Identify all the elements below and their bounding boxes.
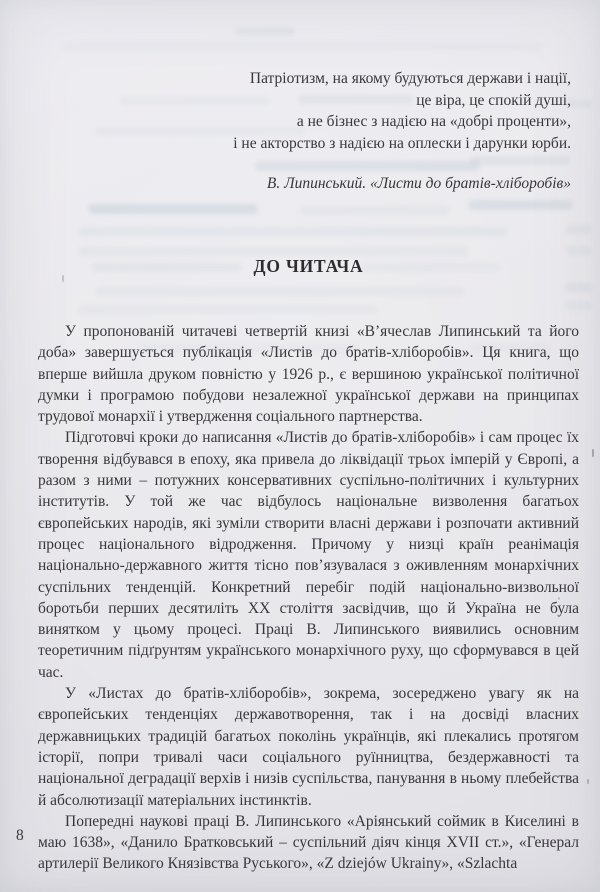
bleed-through-ghost-line <box>300 206 450 215</box>
bleed-through-ghost-line <box>564 283 592 292</box>
bleed-through-ghost-line <box>78 305 378 314</box>
epigraph <box>131 68 571 154</box>
paragraph: Підготовчі кроки до написання «Листів до братів-хліборобів» і сам процес їх творення відбувався в епоху, яка привела до ліквідації трьох імперій у Європі, а разом з ними – потужних консервативних суспільно-політичних і культурних інститутів. У той же час відбулось національне визволення багатьох європейських народів, які зуміли створити власні держави і розпочати активний процес національного відродження. Причому у низці країн реанімація національно-державного життя тісно пов’язувалася з оживленням монархічних суспільних тенденцій. Конкретний перебіг подій національно-визвольної боротьби перших десятиліть ХХ століття засвідчив, що й Україна не була винятком у цьому процесі. Праці В. Липинського виявились основним теоретичним підґрунтям українського монархічного руху, що сформувався в цей час. <box>38 429 579 681</box>
bleed-through-ghost-line <box>470 156 570 165</box>
body-text <box>38 321 579 875</box>
paragraph: Попередні наукові праці В. Липинського «Аріянський соймик в Киселині в маю 1638», «Данило Братковський – суспільний діяч кінця XVII ст.», «Генерал артилерії Великого Князівства Руського», «Z dziejów Ukrainy», «Szlachta <box>38 812 579 873</box>
epigraph-line: це віра, це спокій душі, <box>416 91 571 109</box>
bleed-through-ghost-line <box>78 227 508 236</box>
paragraph: У «Листах до братів-хліборобів», зокрема, зосереджено увагу як на європейських тенденціях державотворення, так і на досвіді власних державницьких традицій багатьох поколінь українців, які плекались протягом історії, попри тривалі часи соціального руїнництва, бездержавності та національної деградації верхів і низів суспільства, панування в ньому плебейства й абсолютизації матеріальних інстинктів. <box>38 685 579 809</box>
bleed-through-ghost-line <box>235 27 295 36</box>
ink-speck <box>587 779 589 784</box>
ink-speck <box>592 449 594 457</box>
bleed-through-ghost-line <box>566 225 592 234</box>
bleed-through-ghost-line <box>564 301 592 310</box>
bleed-through-ghost-line <box>78 247 468 256</box>
bleed-through-ghost-line <box>468 200 573 210</box>
epigraph-line: і не акторство з надією на оплески і дарунки юрби. <box>233 134 571 152</box>
bleed-through-ghost-line <box>255 161 480 171</box>
chapter-heading: ДО ЧИТАЧА <box>253 256 364 276</box>
epigraph-line: Патріотизм, на якому будуються держави і нації, <box>249 70 571 87</box>
epigraph-attribution: В. Липинський. «Листи до братів-хліборобів» <box>266 175 571 192</box>
bleed-through-ghost-line <box>95 287 465 296</box>
bleed-through-ghost-line <box>88 204 258 214</box>
bleed-through-ghost-line <box>566 246 592 255</box>
paragraph: У пропонованій читачеві четвертій книзі «В’ячеслав Липинський та його доба» завершується публікація «Листів до братів-хліборобів». Ця книга, що вперше вийшла друком повністю у 1926 р., є вершиною української політичної думки і програмою побудови незалежної української держави на принципах трудової монархії і утвердження соціального партнерства. <box>38 323 579 426</box>
page-number: 8 <box>16 827 24 844</box>
epigraph-line: а не бізнес з надією на «добрі проценти», <box>296 113 571 131</box>
bleed-through-ghost-line <box>62 42 542 51</box>
